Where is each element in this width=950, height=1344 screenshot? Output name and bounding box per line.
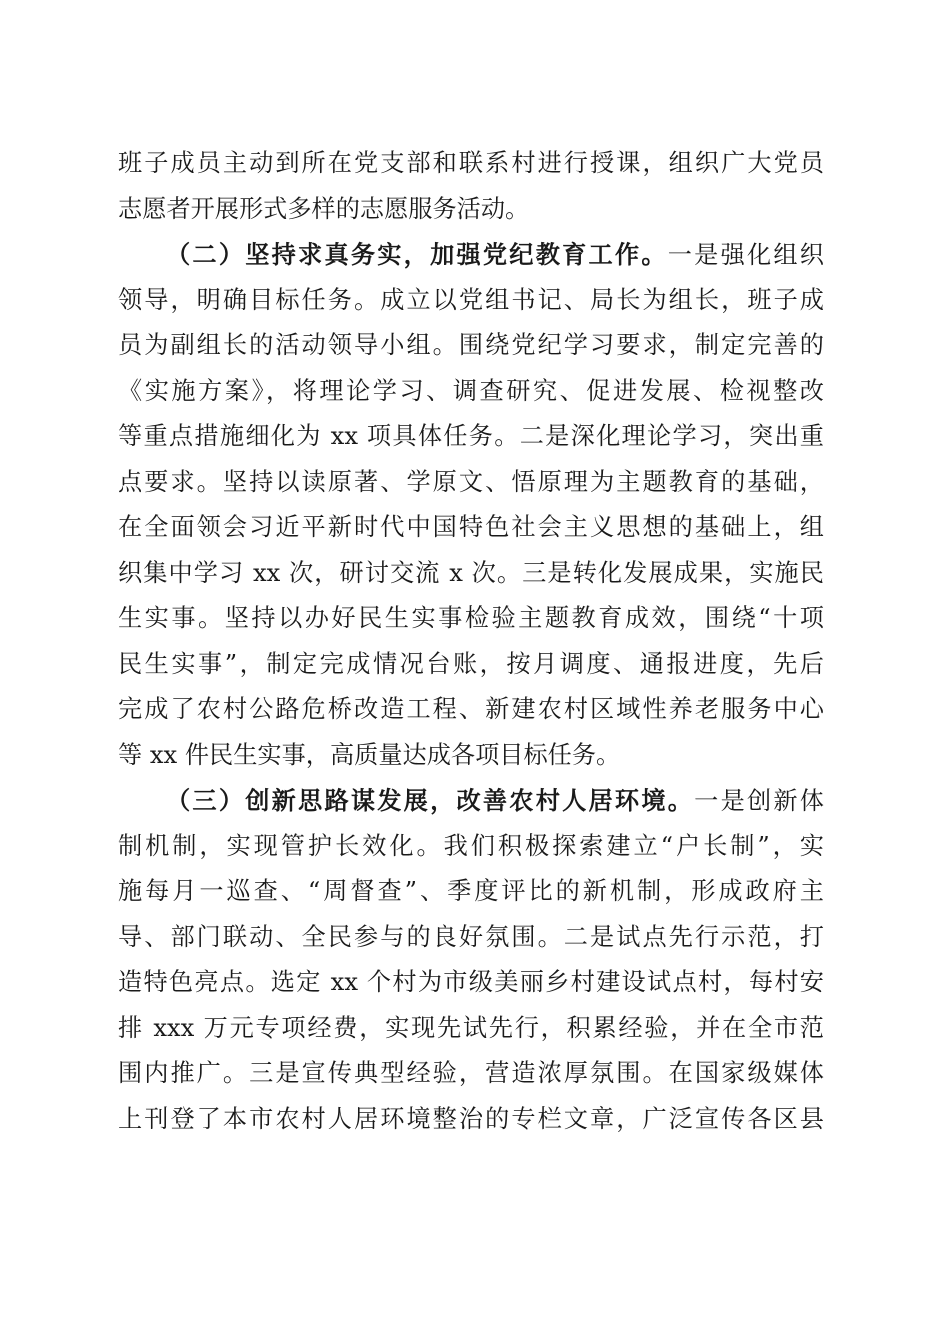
text-line: 在全面领会习近平新时代中国特色社会主义思想的基础上，组 [118,513,824,541]
text-line: 班子成员主动到所在党支部和联系村进行授课，组织广大党员 [118,149,824,177]
paragraph-3 [118,778,824,1142]
paragraph-1 [118,141,824,232]
section-heading-line [118,232,824,278]
text-line: 上刊登了本市农村人居环境整治的专栏文章，广泛宣传各区县 [118,1104,824,1133]
text-line: 生实事。坚持以办好民生实事检验主题教育成效，围绕“十项 [118,604,824,632]
text-line: 员为副组长的活动领导小组。围绕党纪学习要求，制定完善的 [118,331,824,359]
section-heading-2: （二）坚持求真务实，加强党纪教育工作。 [166,240,668,269]
text-line: 造特色亮点。选定 xx 个村为市级美丽乡村建设试点村，每村安 [118,968,824,996]
paragraph-2 [118,232,824,778]
text-line: 排 xxx 万元专项经费，实现先试先行，积累经验，并在全市范 [118,1013,824,1042]
document-page [118,141,824,1142]
text-span: 一是强化组织 [667,241,824,269]
text-line: 织集中学习 xx 次，研讨交流 x 次。三是转化发展成果，实施民 [118,558,824,587]
text-line: 围内推广。三是宣传典型经验，营造浓厚氛围。在国家级媒体 [118,1059,824,1087]
section-heading-line [118,778,824,824]
text-line: 制机制，实现管护长效化。我们积极探索建立“户长制”，实 [118,831,824,860]
text-line: 施每月一巡查、“周督查”、季度评比的新机制，形成政府主 [118,877,824,905]
text-line: 等 xx 件民生实事，高质量达成各项目标任务。 [118,740,621,769]
text-line: 领导，明确目标任务。成立以党组书记、局长为组长，班子成 [118,285,824,314]
text-line: 完成了农村公路危桥改造工程、新建农村区域性养老服务中心 [118,695,824,723]
text-line: 民生实事”，制定完成情况台账，按月调度、通报进度，先后 [118,649,824,678]
text-line: 导、部门联动、全民参与的良好氛围。二是试点先行示范，打 [118,922,824,951]
text-line: 《实施方案》，将理论学习、调查研究、促进发展、检视整改 [118,376,824,405]
text-line: 志愿者开展形式多样的志愿服务活动。 [118,194,530,223]
text-line: 等重点措施细化为 xx 项具体任务。二是深化理论学习，突出重 [118,422,824,450]
text-line: 点要求。坚持以读原著、学原文、悟原理为主题教育的基础， [118,467,824,496]
text-span: 一是创新体 [694,787,824,815]
section-heading-3: （三）创新思路谋发展，改善农村人居环境。 [166,786,695,815]
